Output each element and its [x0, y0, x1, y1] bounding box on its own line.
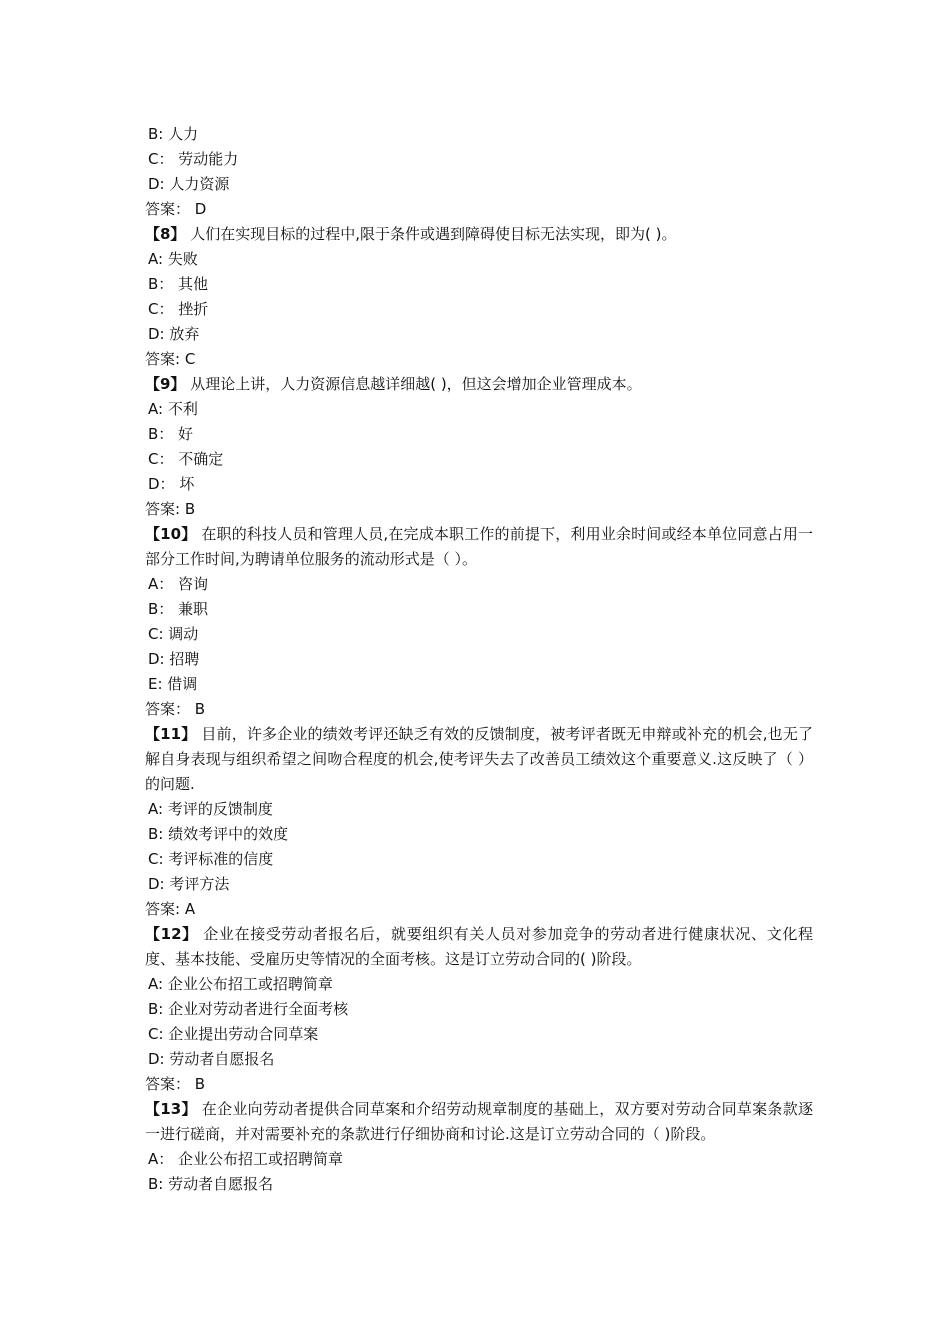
option-c: C： 挫折: [148, 300, 209, 318]
option-b: B: 企业对劳动者进行全面考核: [148, 1000, 349, 1018]
option-b: B： 兼职: [148, 600, 209, 618]
answer: 答案： D: [145, 200, 207, 218]
option-c: C： 不确定: [148, 450, 224, 468]
option-a: A: 不利: [148, 400, 198, 418]
question-text: [145, 1097, 813, 1147]
question-number: 【12】: [145, 925, 198, 943]
answer: 答案: C: [145, 350, 196, 368]
option-c: C: 企业提出劳动合同草案: [148, 1025, 319, 1043]
option-d: D: 劳动者自愿报名: [148, 1050, 275, 1068]
question-block-continued: [145, 122, 813, 222]
question-block-9: [145, 372, 813, 522]
question-text: [145, 222, 813, 247]
question-text: [145, 922, 813, 972]
answer: 答案： B: [145, 1075, 206, 1093]
option-b: B: 劳动者自愿报名: [148, 1175, 274, 1193]
question-text: [145, 522, 813, 572]
answer: 答案: B: [145, 500, 196, 518]
question-block-11: [145, 722, 813, 922]
answer: 答案： B: [145, 700, 206, 718]
option-a: A: 企业公布招工或招聘简章: [148, 975, 333, 993]
question-body: 在企业向劳动者提供合同草案和介绍劳动规章制度的基础上，双方要对劳动合同草案条款逐一进行磋商，并对需要补充的条款进行仔细协商和讨论.这是订立劳动合同的（ )阶段。: [145, 1100, 814, 1143]
question-body: 在职的科技人员和管理人员,在完成本职工作的前提下，利用业余时间或经本单位同意占用一部分工作时间,为聘请单位服务的流动形式是（ ）。: [145, 525, 814, 568]
question-block-13: [145, 1097, 813, 1197]
question-number: 【9】: [145, 375, 186, 393]
question-text: [145, 372, 813, 397]
option-d: D： 坏: [148, 475, 195, 493]
option-a: A: 失败: [148, 250, 198, 268]
option-a: A： 企业公布招工或招聘简章: [148, 1150, 344, 1168]
question-block-8: [145, 222, 813, 372]
question-body: 企业在接受劳动者报名后，就要组织有关人员对参加竞争的劳动者进行健康状况、文化程度、基本技能、受雇历史等情况的全面考核。这是订立劳动合同的( )阶段。: [145, 925, 813, 968]
question-number: 【8】: [145, 225, 186, 243]
question-number: 【13】: [145, 1100, 197, 1118]
question-block-12: [145, 922, 813, 1097]
question-body: 人们在实现目标的过程中,限于条件或遇到障碍使目标无法实现，即为( )。: [185, 225, 677, 243]
option-b: B： 其他: [148, 275, 209, 293]
option-c: C： 劳动能力: [148, 150, 239, 168]
option-d: D: 考评方法: [148, 875, 230, 893]
option-b: B： 好: [148, 425, 194, 443]
option-a: A: 考评的反馈制度: [148, 800, 273, 818]
answer: 答案: A: [145, 900, 196, 918]
question-body: 目前，许多企业的绩效考评还缺乏有效的反馈制度，被考评者既无申辩或补充的机会,也无了解自身表现与组织希望之间吻合程度的机会,使考评失去了改善员工绩效这个重要意义.这反映了（ ）的问题.: [145, 725, 814, 793]
option-d: D: 招聘: [148, 650, 200, 668]
option-c: C: 调动: [148, 625, 199, 643]
question-text: [145, 722, 813, 797]
option-b: B: 人力: [148, 125, 199, 143]
question-body: 从理论上讲，人力资源信息越详细越( )，但这会增加企业管理成本。: [185, 375, 642, 393]
question-number: 【10】: [145, 525, 197, 543]
option-d: D: 人力资源: [148, 175, 230, 193]
option-e: E: 借调: [148, 675, 198, 693]
document-page: [145, 122, 813, 1197]
option-c: C: 考评标准的信度: [148, 850, 274, 868]
option-d: D: 放弃: [148, 325, 200, 343]
option-a: A： 咨询: [148, 575, 209, 593]
option-b: B: 绩效考评中的效度: [148, 825, 289, 843]
question-number: 【11】: [145, 725, 197, 743]
question-block-10: [145, 522, 813, 722]
